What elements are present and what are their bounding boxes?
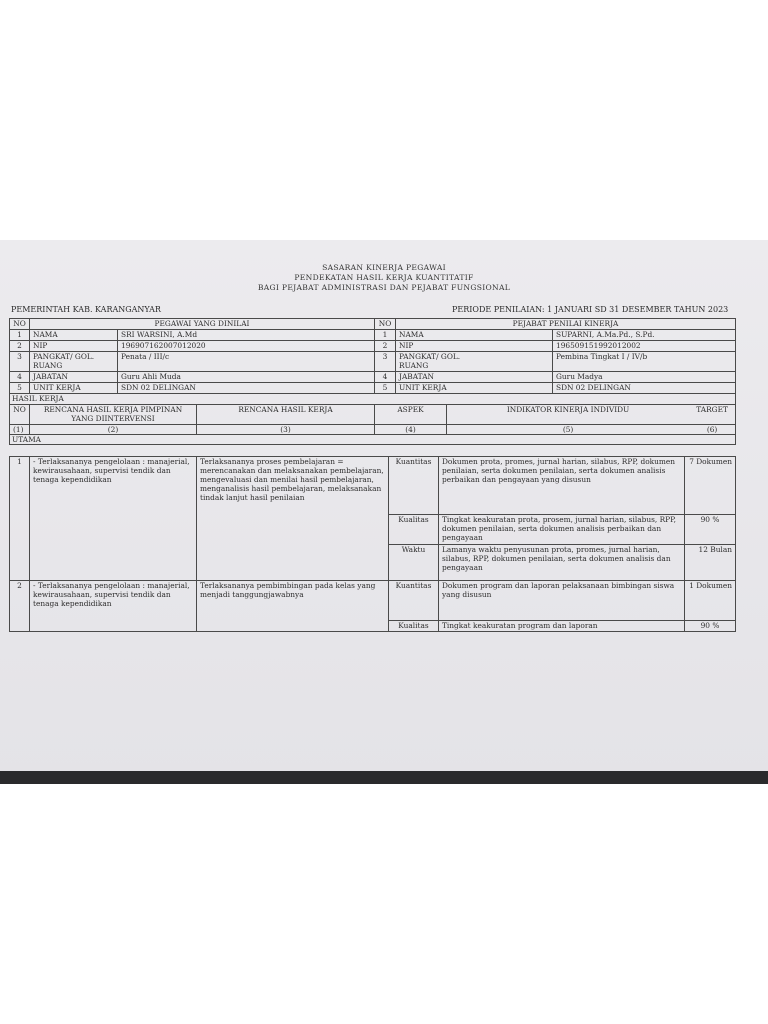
pegawai-row xyxy=(10,383,736,394)
field-value: 196509151992012002 xyxy=(553,341,736,352)
col-number: (3) xyxy=(197,425,375,435)
item-indikator: Dokumen prota, promes, jurnal harian, silabus, RPP, dokumen penilaian, serta dokumen penilaian, serta dokumen analisis perbaikan dan pengayaan yang disusun xyxy=(439,457,685,515)
col-number: (2) xyxy=(30,425,197,435)
field-value: Penata / III/c xyxy=(118,352,375,372)
periode-label: PERIODE PENILAIAN: 1 JANUARI SD 31 DESEMBER TAHUN 2023 xyxy=(452,305,729,314)
item-indikator: Tingkat keakuratan program dan laporan xyxy=(439,621,685,632)
field-label: NIP xyxy=(396,341,553,352)
photo-bottom-edge xyxy=(0,771,768,784)
header-indikator: INDIKATOR KINERJA INDIVIDU xyxy=(506,405,630,414)
skp-table xyxy=(9,318,736,445)
item-aspek: Kualitas xyxy=(389,515,439,545)
field-label-line-1: PANGKAT/ GOL. xyxy=(33,352,95,361)
field-label: JABATAN xyxy=(396,372,553,383)
item-target: 1 Dokumen xyxy=(685,581,736,621)
field-value: Guru Madya xyxy=(553,372,736,383)
instansi-label: PEMERINTAH KAB. KARANGANYAR xyxy=(11,305,161,314)
item-indikator: Dokumen program dan laporan pelaksanaan bimbingan siswa yang disusun xyxy=(439,581,685,621)
hasil-kerja-items xyxy=(9,456,736,632)
field-label: JABATAN xyxy=(30,372,118,383)
row-number: 1 xyxy=(375,330,396,341)
field-value: 196907162007012020 xyxy=(118,341,375,352)
row-number: 2 xyxy=(10,341,30,352)
header-pegawai-dinilai: PEGAWAI YANG DINILAI xyxy=(30,319,375,330)
hasil-kerja-row xyxy=(10,394,736,405)
header-rencana: RENCANA HASIL KERJA xyxy=(197,405,375,425)
item-target: 90 % xyxy=(685,515,736,545)
utama-row xyxy=(10,435,736,445)
col-number-group xyxy=(447,425,736,435)
field-label xyxy=(396,352,553,372)
row-number: 4 xyxy=(375,372,396,383)
field-label: NAMA xyxy=(30,330,118,341)
item-rencana: Terlaksananya pembimbingan pada kelas yang menjadi tanggungjawabnya xyxy=(197,581,389,632)
row-number: 5 xyxy=(10,383,30,394)
item-number: 1 xyxy=(10,457,30,581)
field-label: NIP xyxy=(30,341,118,352)
row-number: 2 xyxy=(375,341,396,352)
pegawai-row xyxy=(10,352,736,372)
item-target: 7 Dokumen xyxy=(685,457,736,515)
hasil-kerja-label: HASIL KERJA xyxy=(10,394,736,405)
col-number: (5) xyxy=(562,425,574,434)
field-label-line-2: RUANG xyxy=(399,361,429,370)
header-no: NO xyxy=(10,405,30,425)
row-number: 5 xyxy=(375,383,396,394)
header-indikator-target xyxy=(447,405,736,425)
field-value: Guru Ahli Muda xyxy=(118,372,375,383)
field-value: SDN 02 DELINGAN xyxy=(118,383,375,394)
document-title-line-3: BAGI PEJABAT ADMINISTRASI DAN PEJABAT FUNGSIONAL xyxy=(257,283,511,292)
item-aspek: Kuantitas xyxy=(389,457,439,515)
field-label-line-2: RUANG xyxy=(33,361,63,370)
row-number: 3 xyxy=(375,352,396,372)
col-number: (1) xyxy=(10,425,30,435)
header-no-left: NO xyxy=(10,319,30,330)
item-row xyxy=(10,581,736,621)
header-target: TARGET xyxy=(696,405,728,414)
field-value: SDN 02 DELINGAN xyxy=(553,383,736,394)
row-number: 4 xyxy=(10,372,30,383)
item-aspek: Waktu xyxy=(389,545,439,581)
field-label: UNIT KERJA xyxy=(396,383,553,394)
pegawai-row xyxy=(10,330,736,341)
col-number: (4) xyxy=(375,425,447,435)
item-rencana: Terlaksananya proses pembelajaran = merencanakan dan melaksanakan pembelajaran, mengevaluasi dan menilai hasil pembelajaran, menganalisis hasil pembelajaran, melaksanakan tindak lanjut hasil penilaian xyxy=(197,457,389,581)
utama-label: UTAMA xyxy=(10,435,736,445)
item-target: 12 Bulan xyxy=(685,545,736,581)
field-label: NAMA xyxy=(396,330,553,341)
field-value: SRI WARSINI, A.Md xyxy=(118,330,375,341)
item-aspek: Kuantitas xyxy=(389,581,439,621)
pegawai-row xyxy=(10,341,736,352)
field-value: SUPARNI, A.Ma.Pd., S.Pd. xyxy=(553,330,736,341)
field-label-line-1: PANGKAT/ GOL. xyxy=(399,352,461,361)
row-number: 1 xyxy=(10,330,30,341)
hasil-kerja-header-row xyxy=(10,405,736,425)
item-row xyxy=(10,457,736,515)
item-pimpinan: - Terlaksananya pengelolaan : manajerial, kewirausahaan, supervisi tendik dan tenaga kependidikan xyxy=(30,457,197,581)
item-indikator: Lamanya waktu penyusunan prota, promes, jurnal harian, silabus, RPP, dokumen penilaian, serta dokumen analisis dan pengayaan xyxy=(439,545,685,581)
field-label: UNIT KERJA xyxy=(30,383,118,394)
pegawai-header-row xyxy=(10,319,736,330)
document-title-line-1: SASARAN KINERJA PEGAWAI xyxy=(322,263,446,272)
item-aspek: Kualitas xyxy=(389,621,439,632)
col-number: (6) xyxy=(706,425,718,434)
header-pejabat-penilai: PEJABAT PENILAI KINERJA xyxy=(396,319,736,330)
item-pimpinan: - Terlaksananya pengelolaan : manajerial, kewirausahaan, supervisi tendik dan tenaga kependidikan xyxy=(30,581,197,632)
column-number-row xyxy=(10,425,736,435)
header-rencana-pimpinan: RENCANA HASIL KERJA PIMPINAN YANG DIINTERVENSI xyxy=(30,405,197,425)
header-aspek: ASPEK xyxy=(375,405,447,425)
field-value: Pembina Tingkat I / IV/b xyxy=(553,352,736,372)
item-number: 2 xyxy=(10,581,30,632)
row-number: 3 xyxy=(10,352,30,372)
pegawai-row xyxy=(10,372,736,383)
item-target: 90 % xyxy=(685,621,736,632)
field-label xyxy=(30,352,118,372)
header-no-right: NO xyxy=(375,319,396,330)
document-title-line-2: PENDEKATAN HASIL KERJA KUANTITATIF xyxy=(294,273,474,282)
item-indikator: Tingkat keakuratan prota, prosem, jurnal harian, silabus, RPP, dokumen penilaian, serta dokumen analisis perbaikan dan pengayaan xyxy=(439,515,685,545)
